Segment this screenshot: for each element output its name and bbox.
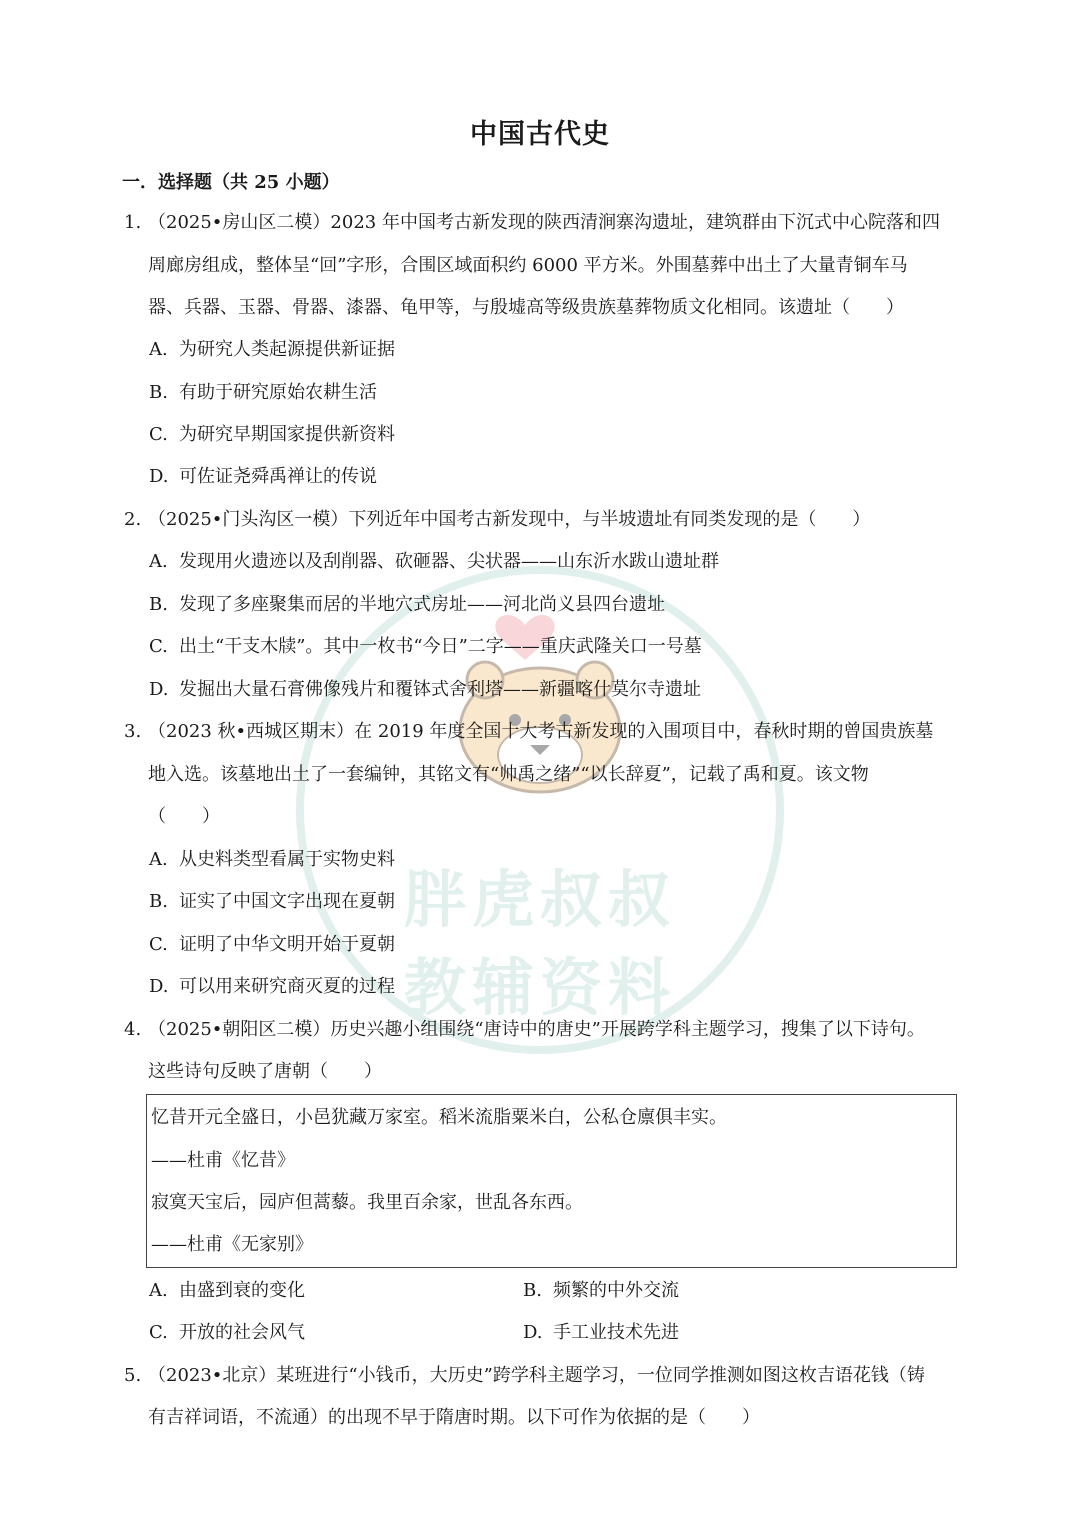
poem-line: 忆昔开元全盛日，小邑犹藏万家室。稻米流脂粟米白，公私仓廪俱丰实。 xyxy=(151,1107,727,1128)
option-letter: C. xyxy=(149,1322,168,1343)
question-text-line: （2025•朝阳区二模）历史兴趣小组围绕“唐诗中的唐史”开展跨学科主题学习，搜集了以下诗句。 xyxy=(148,1019,925,1040)
question-text-line: （2023 秋•西城区期末）在 2019 年度全国十大考古新发现的入围项目中，春秋时期的曾国贵族墓 xyxy=(148,721,934,742)
option-c[interactable] xyxy=(149,1320,305,1346)
option-text: 开放的社会风气 xyxy=(179,1322,305,1343)
option-b[interactable] xyxy=(149,592,665,618)
question-text-line: 地入选。该墓地出土了一套编钟，其铭文有“帅禹之绪”“以长辞夏”，记载了禹和夏。该文物 xyxy=(148,764,869,785)
question-number: 4. xyxy=(124,1019,142,1040)
option-text: 发掘出大量石膏佛像残片和覆钵式舍利塔——新疆喀什莫尔寺遗址 xyxy=(179,679,701,700)
option-b[interactable] xyxy=(149,380,377,406)
option-text: 手工业技术先进 xyxy=(553,1322,679,1343)
option-d[interactable] xyxy=(149,677,701,703)
poem-line: 寂寞天宝后，园庐但蒿藜。我里百余家，世乱各东西。 xyxy=(151,1192,583,1213)
option-letter: A. xyxy=(149,339,168,360)
option-text: 发现了多座聚集而居的半地穴式房址——河北尚义县四台遗址 xyxy=(179,594,665,615)
question-number: 2. xyxy=(124,509,142,530)
option-text: 有助于研究原始农耕生活 xyxy=(179,382,377,403)
poem-attribution: ——杜甫《忆昔》 xyxy=(151,1150,295,1171)
question-number: 1. xyxy=(124,212,142,233)
question-text-line: （2023•北京）某班进行“小钱币，大历史”跨学科主题学习，一位同学推测如图这枚吉语花钱（铸 xyxy=(148,1365,925,1386)
option-letter: C. xyxy=(149,424,168,445)
option-letter: A. xyxy=(149,849,168,870)
watermark-line-1: 胖虎叔叔 xyxy=(403,863,676,936)
option-a[interactable] xyxy=(149,847,395,873)
option-letter: C. xyxy=(149,934,168,955)
option-d[interactable] xyxy=(523,1320,679,1346)
option-text: 出土“干支木牍”。其中一枚书“今日”二字——重庆武隆关口一号墓 xyxy=(179,636,702,657)
option-c[interactable] xyxy=(149,932,395,958)
poem-attribution: ——杜甫《无家别》 xyxy=(151,1234,313,1255)
option-letter: D. xyxy=(523,1322,543,1343)
option-letter: B. xyxy=(523,1280,542,1301)
option-letter: B. xyxy=(149,891,168,912)
question-text-line: 这些诗句反映了唐朝（ ） xyxy=(148,1061,382,1082)
question-number: 5. xyxy=(124,1365,142,1386)
option-letter: D. xyxy=(149,466,169,487)
option-text: 从史料类型看属于实物史料 xyxy=(179,849,395,870)
option-text: 证明了中华文明开始于夏朝 xyxy=(179,934,395,955)
option-c[interactable] xyxy=(149,634,702,660)
option-letter: B. xyxy=(149,382,168,403)
question-text-line: 周廊房组成，整体呈“回”字形，合围区域面积约 6000 平方米。外围墓葬中出土了大量青铜车马 xyxy=(148,255,908,276)
option-text: 证实了中国文字出现在夏朝 xyxy=(179,891,395,912)
option-a[interactable] xyxy=(149,337,395,363)
option-d[interactable] xyxy=(149,464,377,490)
question-text-line: （2025•房山区二模）2023 年中国考古新发现的陕西清涧寨沟遗址，建筑群由下沉式中心院落和四 xyxy=(148,212,940,233)
question-text-line: （ ） xyxy=(148,806,220,827)
watermark-line-2: 教辅资料 xyxy=(403,951,676,1024)
option-letter: B. xyxy=(149,594,168,615)
option-text: 可佐证尧舜禹禅让的传说 xyxy=(179,466,377,487)
option-letter: D. xyxy=(149,679,169,700)
option-c[interactable] xyxy=(149,422,395,448)
option-letter: A. xyxy=(149,551,168,572)
question-number: 3. xyxy=(124,721,142,742)
option-letter: C. xyxy=(149,636,168,657)
option-b[interactable] xyxy=(149,889,395,915)
section-heading: 一．选择题（共 25 小题） xyxy=(122,172,340,193)
option-text: 频繁的中外交流 xyxy=(553,1280,679,1301)
page-title: 中国古代史 xyxy=(470,119,610,150)
option-letter: D. xyxy=(149,976,169,997)
option-text: 由盛到衰的变化 xyxy=(179,1280,305,1301)
question-text-line: （2025•门头沟区一模）下列近年中国考古新发现中，与半坡遗址有同类发现的是（ ） xyxy=(148,509,871,530)
option-text: 可以用来研究商灭夏的过程 xyxy=(179,976,395,997)
option-text: 为研究早期国家提供新资料 xyxy=(179,424,395,445)
poem-quote-box xyxy=(146,1094,957,1268)
option-b[interactable] xyxy=(523,1278,679,1304)
option-a[interactable] xyxy=(149,1278,305,1304)
question-text-line: 有吉祥词语，不流通）的出现不早于隋唐时期。以下可作为依据的是（ ） xyxy=(148,1407,760,1428)
option-d[interactable] xyxy=(149,974,395,1000)
option-letter: A. xyxy=(149,1280,168,1301)
option-a[interactable] xyxy=(149,549,719,575)
option-text: 发现用火遗迹以及刮削器、砍砸器、尖状器——山东沂水跋山遗址群 xyxy=(179,551,719,572)
option-text: 为研究人类起源提供新证据 xyxy=(179,339,395,360)
question-text-line: 器、兵器、玉器、骨器、漆器、龟甲等，与殷墟高等级贵族墓葬物质文化相同。该遗址（ ） xyxy=(148,297,904,318)
